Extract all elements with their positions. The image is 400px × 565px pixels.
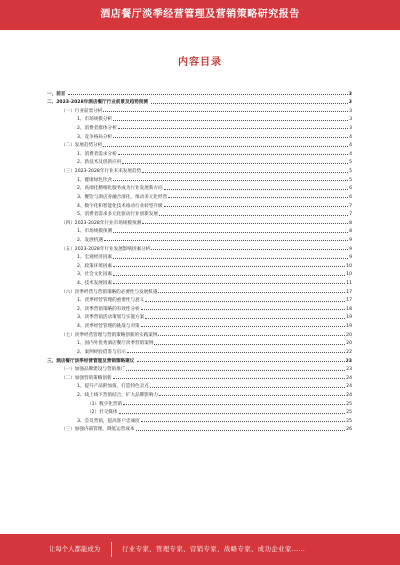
- toc-entry-page: 26: [346, 427, 352, 433]
- toc-leader-dots: [168, 197, 348, 198]
- toc-leader-dots: [159, 215, 348, 216]
- toc-entry[interactable]: [47, 260, 352, 269]
- toc-entry-page: 8: [349, 220, 352, 226]
- toc-entry[interactable]: [47, 191, 352, 200]
- toc-entry-label: 1、市场规模预测: [77, 229, 113, 235]
- toc-leader-dots: [118, 128, 348, 129]
- toc-entry[interactable]: [47, 346, 352, 355]
- toc-entry-page: 6: [349, 194, 352, 200]
- toc-entry-page: 20: [346, 332, 352, 338]
- toc-entry[interactable]: [47, 303, 352, 312]
- toc-leader-dots: [150, 387, 345, 388]
- toc-entry-label: 3、会员营销，提高客户忠诚度: [77, 418, 140, 424]
- toc-entry[interactable]: [47, 131, 352, 140]
- toc-leader-dots: [136, 430, 346, 431]
- toc-leader-dots: [154, 344, 345, 345]
- toc-entry[interactable]: [47, 286, 352, 295]
- toc-entry-label: 1、国内外优秀酒店餐厅淡季营销案例: [77, 341, 154, 347]
- toc-entry-label: 4、淡季经营管理的挑战与对策: [77, 324, 140, 330]
- toc-entry-page: 9: [349, 246, 352, 252]
- toc-entry-label: （二）发展趋势分析: [61, 143, 103, 149]
- toc-entry-page: 10: [346, 263, 352, 269]
- toc-entry[interactable]: [47, 424, 352, 433]
- toc-leader-dots: [142, 223, 348, 224]
- toc-leader-dots: [113, 283, 345, 284]
- toc-entry-page: 3: [349, 108, 352, 114]
- toc-entry-label: 2、新技术及创新应用: [77, 160, 122, 166]
- toc-leader-dots: [118, 154, 348, 155]
- toc-entry[interactable]: [47, 320, 352, 329]
- toc-entry[interactable]: [47, 217, 352, 226]
- toc-entry-label: 3、餐饮与酒店业融合深化，推动多元化经营: [77, 194, 168, 200]
- toc-entry[interactable]: [47, 209, 352, 218]
- toc-entry-label: （一）加强品牌建设与营销推广: [61, 367, 126, 373]
- toc-entry[interactable]: [47, 105, 352, 114]
- toc-entry-page: 7: [349, 203, 352, 209]
- toc-entry-page: 9: [349, 237, 352, 243]
- toc-leader-dots: [151, 249, 348, 250]
- toc-entry-label: 3、淡季营销活动策划与实施方案: [77, 315, 145, 321]
- footer-slogan-left: 让每个人都能成为: [49, 545, 101, 553]
- toc-entry[interactable]: [47, 407, 352, 416]
- toc-entry-page: 11: [346, 281, 352, 287]
- toc-entry-label: 4、技术发展因素: [77, 281, 113, 287]
- toc-entry-page: 6: [349, 186, 352, 192]
- toc-entry-label: 1、宏观经济因素: [77, 255, 113, 261]
- toc-entry[interactable]: [47, 148, 352, 157]
- toc-entry[interactable]: [47, 165, 352, 174]
- toc-entry-page: 24: [346, 392, 352, 398]
- toc-entry[interactable]: [47, 243, 352, 252]
- toc-entry[interactable]: [47, 389, 352, 398]
- toc-entry-page: 4: [349, 143, 352, 149]
- toc-entry[interactable]: [47, 312, 352, 321]
- toc-entry-label: （二）加强营销策略创新: [61, 375, 112, 381]
- toc-entry-label: 3、竞争格局分析: [77, 134, 113, 140]
- toc-entry-label: 2、发展机遇: [77, 237, 103, 243]
- toc-leader-dots: [158, 335, 345, 336]
- toc-entry-page: 20: [346, 341, 352, 347]
- toc-entry[interactable]: [47, 415, 352, 424]
- toc-entry-label: 1、提升产品附加值，打造特色卖点: [77, 384, 149, 390]
- toc-leader-dots: [113, 232, 348, 233]
- toc-leader-dots: [158, 292, 345, 293]
- toc-entry-label: （七）淡季经营管理与营销策略创新的实践案例: [61, 332, 158, 338]
- toc-entry[interactable]: [47, 295, 352, 304]
- toc-leader-dots: [119, 413, 346, 414]
- toc-leader-dots: [103, 146, 348, 147]
- toc-entry-page: 19: [346, 324, 352, 330]
- toc-heading: 内容目录: [178, 57, 222, 68]
- toc-entry[interactable]: [47, 398, 352, 407]
- toc-entry-label: （2）社交媒体: [87, 410, 118, 416]
- toc-entry-page: 25: [346, 410, 352, 416]
- toc-entry-label: 2、政策环境因素: [77, 263, 113, 269]
- toc-leader-dots: [113, 275, 345, 276]
- toc-entry-page: 17: [346, 289, 352, 295]
- toc-entry[interactable]: [47, 355, 352, 364]
- toc-entry-label: 2、淡季营销策略的有效性分析: [77, 306, 140, 312]
- toc-entry[interactable]: [47, 234, 352, 243]
- toc-entry[interactable]: [47, 183, 352, 192]
- toc-entry-label: 二、2023-2028年酒店餐厅行业前景及趋势预测: [47, 100, 148, 106]
- toc-entry[interactable]: [47, 97, 352, 106]
- toc-leader-dots: [113, 120, 348, 121]
- toc-leader-dots: [113, 258, 348, 259]
- toc-entry-label: 1、市场规模分析: [77, 117, 113, 123]
- toc-leader-dots: [104, 240, 348, 241]
- toc-entry-page: 22: [346, 349, 352, 355]
- toc-entry[interactable]: [47, 364, 352, 373]
- toc-entry-label: 1、健康绿色饮食: [77, 177, 113, 183]
- toc-entry[interactable]: [47, 329, 352, 338]
- toc-entry[interactable]: [47, 372, 352, 381]
- toc-entry-label: （四）2023-2028年行业市场规模预测: [61, 220, 142, 226]
- toc-entry-label: 3、社会文化因素: [77, 272, 113, 278]
- toc-entry-label: （1）数字化营销: [87, 401, 123, 407]
- toc-entry[interactable]: [47, 381, 352, 390]
- toc-entry[interactable]: [47, 269, 352, 278]
- toc-entry-label: 2、案例经验借鉴与启示: [77, 349, 126, 355]
- toc-entry-page: 25: [346, 401, 352, 407]
- toc-leader-dots: [123, 404, 345, 405]
- toc-entry-label: 三、酒店餐厅淡季经营管理及营销策略建议: [47, 358, 135, 364]
- toc-entry-label: 5、消费者需求多元化驱动行业创新发展: [77, 212, 159, 218]
- toc-entry-page: 4: [349, 134, 352, 140]
- toc-entry-page: 5: [349, 169, 352, 175]
- toc-entry-page: 24: [346, 384, 352, 390]
- toc-entry-page: 4: [349, 151, 352, 157]
- toc-leader-dots: [141, 421, 345, 422]
- toc-leader-dots: [137, 361, 344, 362]
- toc-entry-page: 9: [349, 255, 352, 261]
- toc-entry-page: 8: [349, 229, 352, 235]
- toc-leader-dots: [142, 172, 348, 173]
- toc-leader-dots: [145, 301, 345, 302]
- toc-leader-dots: [145, 318, 345, 319]
- toc-entry-label: 1、消费者需求分析: [77, 151, 117, 157]
- toc-entry-page: 19: [346, 315, 352, 321]
- toc-entry[interactable]: [47, 174, 352, 183]
- toc-entry-label: （三）加强内部管理，降低运营成本: [61, 427, 135, 433]
- toc-entry[interactable]: [47, 122, 352, 131]
- toc-leader-dots: [127, 352, 345, 353]
- footer-divider: [111, 542, 112, 557]
- toc-leader-dots: [159, 395, 345, 396]
- toc-entry-page: 17: [346, 298, 352, 304]
- toc-leader-dots: [113, 266, 345, 267]
- toc-entry-label: （三）2023-2028年行业未来发展趋势: [61, 169, 142, 175]
- toc-entry-label: （五）2023-2028年行业发展影响因素分析: [61, 246, 151, 252]
- toc-entry-label: 4、数字化和智能化技术推动行业转型升级: [77, 203, 163, 209]
- toc-entry-page: 18: [346, 306, 352, 312]
- report-title: 酒店餐厅淡季经营管理及营销策略研究报告: [100, 9, 300, 20]
- toc-entry-page: 10: [346, 272, 352, 278]
- toc-entry-page: 5: [349, 177, 352, 183]
- toc-leader-dots: [141, 309, 345, 310]
- toc-leader-dots: [113, 180, 348, 181]
- footer-banner: [0, 534, 400, 565]
- toc-entry-label: 2、线上线下营销结合，扩大品牌影响力: [77, 392, 159, 398]
- table-of-contents: [47, 88, 352, 432]
- toc-entry-page: 3: [348, 91, 352, 97]
- toc-entry[interactable]: [47, 140, 352, 149]
- toc-leader-dots: [164, 189, 348, 190]
- toc-entry-page: 24: [346, 375, 352, 381]
- toc-leader-dots: [113, 137, 348, 138]
- footer-slogan-right: 行业专家、管理专家、营销专家、战略专家、成功企业家……: [122, 545, 306, 553]
- toc-entry[interactable]: [47, 157, 352, 166]
- toc-leader-dots: [113, 378, 346, 379]
- toc-entry-page: 5: [349, 160, 352, 166]
- toc-entry-label: （一）行业前景分析: [61, 108, 103, 114]
- toc-entry-page: 3: [348, 100, 352, 106]
- toc-entry[interactable]: [47, 226, 352, 235]
- toc-leader-dots: [151, 103, 348, 104]
- toc-entry[interactable]: [47, 200, 352, 209]
- report-header-banner: [0, 0, 400, 30]
- toc-entry-page: 3: [349, 126, 352, 132]
- toc-entry-label: 1、淡季经营管理的重要性与意义: [77, 298, 145, 304]
- toc-entry[interactable]: [47, 252, 352, 261]
- toc-leader-dots: [126, 370, 345, 371]
- toc-entry[interactable]: [47, 114, 352, 123]
- toc-leader-dots: [68, 94, 347, 95]
- toc-entry-label: 一、前言: [47, 91, 66, 97]
- toc-entry-page: 23: [346, 367, 352, 373]
- toc-entry-label: （六）淡季经营与营销策略的必要性与发展机遇: [61, 289, 158, 295]
- toc-entry-page: 25: [346, 418, 352, 424]
- toc-entry[interactable]: [47, 277, 352, 286]
- toc-entry[interactable]: [47, 88, 352, 97]
- toc-entry[interactable]: [47, 338, 352, 347]
- toc-entry-label: 2、消费者群体分析: [77, 126, 117, 132]
- toc-leader-dots: [164, 206, 348, 207]
- toc-entry-page: 7: [349, 212, 352, 218]
- toc-entry-page: 3: [349, 117, 352, 123]
- toc-leader-dots: [103, 111, 348, 112]
- toc-leader-dots: [122, 163, 348, 164]
- toc-entry-label: 2、高端化精细化服务成为行业发展新方向: [77, 186, 163, 192]
- toc-entry-page: 23: [345, 358, 352, 364]
- toc-leader-dots: [141, 326, 345, 327]
